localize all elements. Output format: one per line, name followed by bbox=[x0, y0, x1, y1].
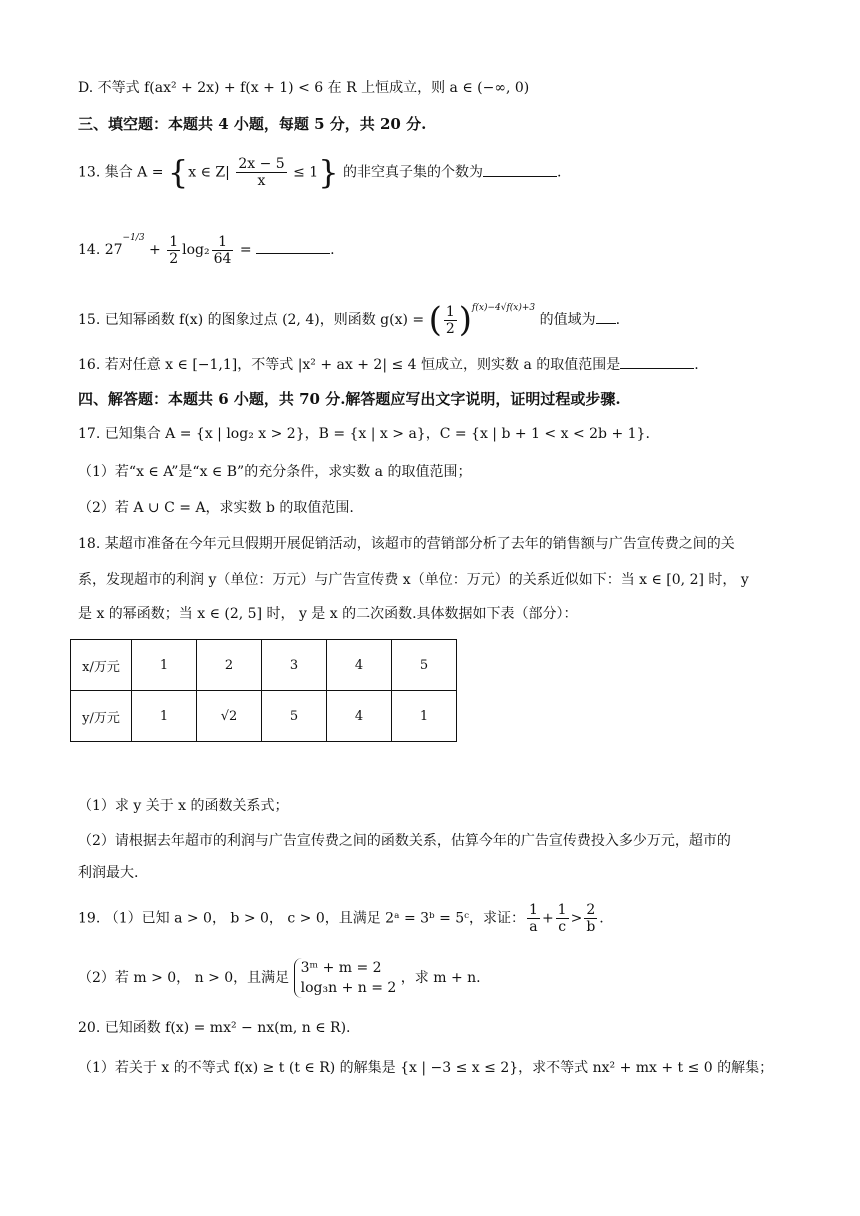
question-18-part-1: （1）求 y 关于 x 的函数关系式； bbox=[78, 798, 289, 814]
question-14: 14. $27^{-1/3}$ + $\frac{1}{2}$ log₂ $\frac{1}{64}$ = . bbox=[78, 233, 335, 267]
question-18-part-2-line-1: （2）请根据去年超市的利润与广告宣传费之间的函数关系，估算今年的广告宣传费投入多少万元，超市的 bbox=[78, 833, 731, 849]
question-17: 17. 已知集合 A = {x | log₂ x > 2}，B = {x | x > a}，C = {x | b + 1 < x < 2b + 1}. bbox=[78, 426, 650, 442]
question-18-line-2: 系，发现超市的利润 y（单位：万元）与广告宣传费 x（单位：万元）的关系近似如下：当 x ∈ [0, 2] 时， y bbox=[78, 572, 749, 588]
table-cell: 4 bbox=[327, 691, 392, 742]
q13-text: 的非空真子集的个数为 bbox=[343, 164, 484, 181]
question-15: 15. 已知幂函数 f(x) 的图象过点 (2, 4)，则函数 g(x) = ( $\frac{1}{2}$ )$^{f(x)-4√f(x)+3}$ 的值域为 . bbox=[78, 300, 621, 340]
q14-prefix: 14. 27 bbox=[78, 242, 123, 258]
table-cell: 5 bbox=[392, 640, 457, 691]
q15-exponent: f(x)−4√f(x)+3 bbox=[472, 303, 536, 313]
question-17-part-1: （1）若“x ∈ A”是“x ∈ B”的充分条件，求实数 a 的取值范围； bbox=[78, 464, 472, 480]
table-cell: √2 bbox=[197, 691, 262, 742]
question-20: 20. 已知函数 f(x) = mx² − nx(m, n ∈ R). bbox=[78, 1020, 351, 1036]
question-18-part-2-line-2: 利润最大. bbox=[78, 865, 139, 881]
question-16: 16. 若对任意 x ∈ [−1,1]，不等式 |x² + ax + 2| ≤ 4 恒成立，则实数 a 的取值范围是 . bbox=[78, 354, 800, 375]
question-13: 13. 集合 A = {x ∈ Z| $\frac{2x - 5}{x}$ ≤ 1} 的非空真子集的个数为 . bbox=[78, 153, 562, 192]
table-cell: 5 bbox=[262, 691, 327, 742]
q13-fraction: $\frac{2x - 5}{x}$ bbox=[238, 156, 285, 189]
q14-log: log₂ bbox=[182, 242, 210, 258]
data-table bbox=[70, 639, 457, 742]
table-row-x bbox=[71, 640, 457, 691]
question-17-part-2: （2）若 A ∪ C = A，求实数 b 的取值范围. bbox=[78, 500, 354, 516]
section-4-heading: 四、解答题：本题共 6 小题，共 70 分.解答题应写出文字说明，证明过程或步骤. bbox=[78, 390, 621, 408]
q15-text: 的值域为 bbox=[539, 312, 596, 328]
q19-frac-1a: $\frac{1}{a}$ bbox=[529, 902, 538, 935]
option-d: D. 不等式 f(ax² + 2x) + f(x + 1) < 6 在 R 上恒成立，则 a ∈ (−∞, 0) bbox=[78, 80, 530, 96]
table-row-y bbox=[71, 691, 457, 742]
question-19-part-2: （2）若 m > 0， n > 0，且满足 3ᵐ + m = 2 log₃n + n = 2 ，求 m + n. bbox=[78, 960, 481, 996]
q19-frac-2b: $\frac{2}{b}$ bbox=[586, 902, 596, 935]
q15-prefix: 15. 已知幂函数 f(x) 的图象过点 (2, 4)，则函数 g(x) = bbox=[78, 312, 429, 328]
q15-answer-blank[interactable] bbox=[596, 309, 616, 324]
section-3-heading: 三、填空题：本题共 4 小题，每题 5 分，共 20 分. bbox=[78, 115, 427, 133]
table-cell: 3 bbox=[262, 640, 327, 691]
q13-le: ≤ 1 bbox=[293, 164, 319, 181]
q13-set-a: x ∈ Z bbox=[188, 164, 226, 181]
table-cell: 1 bbox=[392, 691, 457, 742]
q14-half: $\frac{1}{2}$ bbox=[169, 233, 179, 267]
q14-answer-blank[interactable] bbox=[256, 239, 330, 254]
table-cell: 4 bbox=[327, 640, 392, 691]
table-cell: 1 bbox=[132, 640, 197, 691]
q13-answer-blank[interactable] bbox=[483, 162, 557, 177]
table-cell: 1 bbox=[132, 691, 197, 742]
q14-exponent: −1/3 bbox=[122, 233, 145, 243]
q13-prefix: 13. 集合 A = bbox=[78, 164, 168, 181]
question-18-line-3: 是 x 的幂函数；当 x ∈ (2, 5] 时， y 是 x 的二次函数.具体数据如下表（部分）： bbox=[78, 606, 578, 622]
table-header-y: y/万元 bbox=[71, 691, 132, 742]
q15-half: $\frac{1}{2}$ bbox=[445, 303, 455, 337]
question-20-part-1: （1）若关于 x 的不等式 f(x) ≥ t (t ∈ R) 的解集是 {x | −3 ≤ x ≤ 2}，求不等式 nx² + mx + t ≤ 0 的解集； bbox=[78, 1060, 774, 1076]
question-19-part-1: 19. （1）已知 a > 0， b > 0， c > 0，且满足 2ᵃ = 3ᵇ = 5ᶜ，求证： $\frac{1}{a}$ + $\frac{1}{c}$ > $\frac{2}{b}$ . bbox=[78, 902, 604, 935]
q16-answer-blank[interactable] bbox=[620, 354, 694, 369]
table-cell: 2 bbox=[197, 640, 262, 691]
q14-fraction: $\frac{1}{64}$ bbox=[213, 233, 232, 267]
q19-equation-system: 3ᵐ + m = 2 log₃n + n = 2 bbox=[294, 958, 397, 998]
question-18-line-1: 18. 某超市准备在今年元旦假期开展促销活动，该超市的营销部分析了去年的销售额与广告宣传费之间的关 bbox=[78, 536, 735, 552]
table-header-x: x/万元 bbox=[71, 640, 132, 691]
q19-frac-1c: $\frac{1}{c}$ bbox=[557, 902, 567, 935]
